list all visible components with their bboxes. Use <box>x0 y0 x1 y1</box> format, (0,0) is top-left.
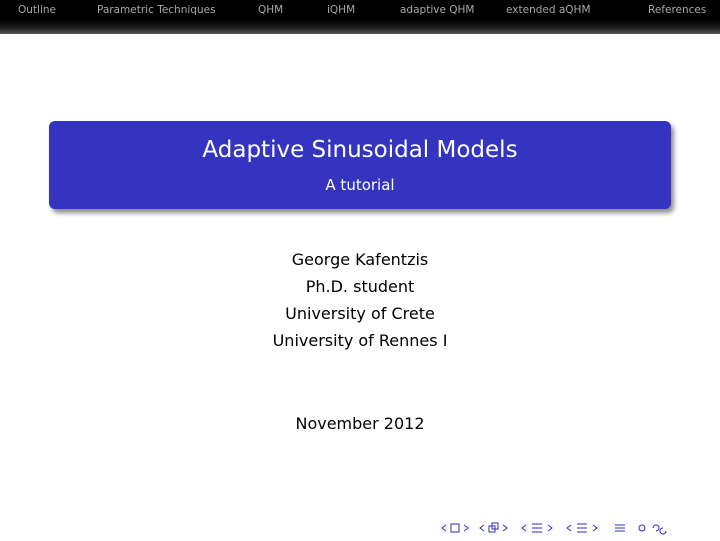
document-next-icon[interactable] <box>593 525 597 531</box>
nav-item-extended-aqhm[interactable]: extended aQHM <box>506 4 591 16</box>
subsection-next-icon[interactable] <box>503 525 507 531</box>
author-institute-2: University of Rennes I <box>272 331 448 350</box>
presentation-title: Adaptive Sinusoidal Models <box>202 137 518 163</box>
align-icon[interactable] <box>615 525 625 531</box>
beamer-navigation-symbols <box>438 521 710 535</box>
document-icon[interactable] <box>577 524 587 532</box>
frame-icon[interactable] <box>451 524 459 532</box>
nav-item-iqhm[interactable]: iQHM <box>327 4 356 16</box>
section-icon[interactable] <box>532 524 542 532</box>
document-prev-icon[interactable] <box>567 525 571 531</box>
presentation-date: November 2012 <box>295 414 425 433</box>
frame-prev-icon[interactable] <box>442 525 446 531</box>
frame-next-icon[interactable] <box>464 525 468 531</box>
section-next-icon[interactable] <box>548 525 552 531</box>
section-prev-icon[interactable] <box>522 525 526 531</box>
nav-item-references[interactable]: References <box>648 4 707 16</box>
title-block <box>49 121 671 209</box>
nav-item-adaptive-qhm[interactable]: adaptive QHM <box>400 4 475 16</box>
subsection-icon[interactable] <box>489 523 498 532</box>
presentation-subtitle: A tutorial <box>325 176 395 194</box>
author-name: George Kafentzis <box>291 250 429 269</box>
subsection-prev-icon[interactable] <box>480 525 484 531</box>
search-icon[interactable] <box>639 525 645 531</box>
nav-item-qhm[interactable]: QHM <box>258 4 284 16</box>
nav-item-outline[interactable]: Outline <box>18 4 56 16</box>
navigation-symbols-svg <box>438 521 710 535</box>
top-navigation-bar <box>0 0 720 34</box>
author-position: Ph.D. student <box>305 277 415 296</box>
author-info <box>0 246 720 354</box>
author-institute-1: University of Crete <box>285 304 435 323</box>
nav-item-parametric-techniques[interactable]: Parametric Techniques <box>97 4 216 16</box>
undo-icon[interactable] <box>653 525 666 534</box>
